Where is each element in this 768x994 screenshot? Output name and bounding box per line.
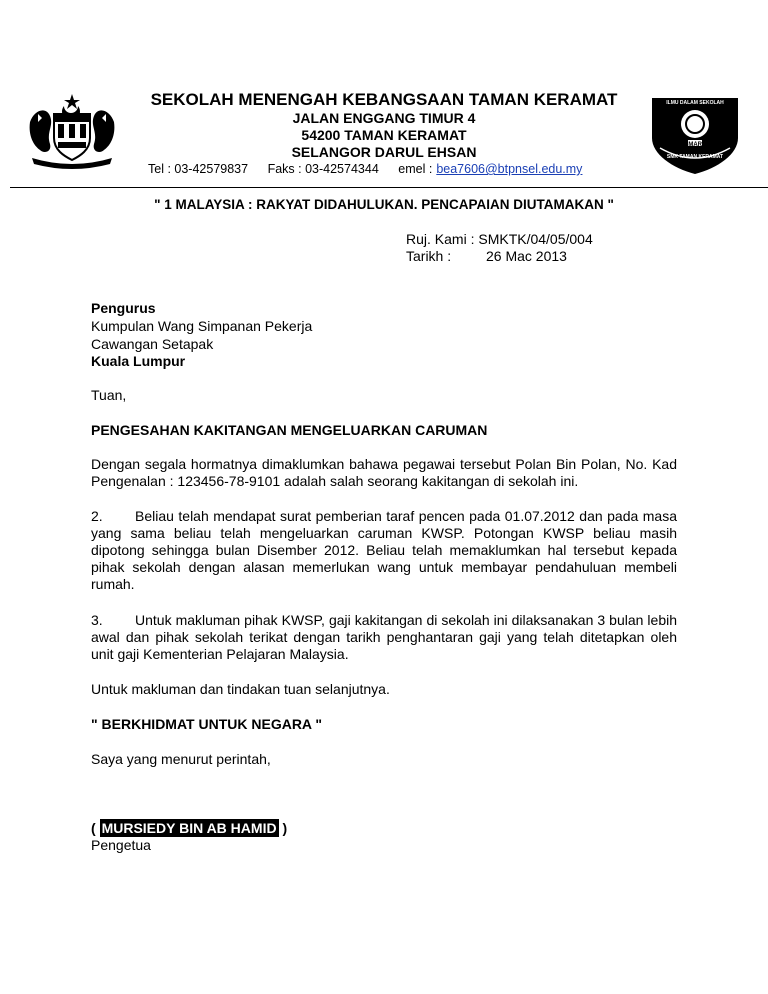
signature-close-paren: ) [278, 820, 288, 836]
telephone: Tel : 03-42579837 [148, 162, 249, 176]
national-motto: " 1 MALAYSIA : RAKYAT DIDAHULUKAN. PENCAPAIAN DIUTAMAKAN " [154, 197, 614, 212]
paragraph-2 [91, 508, 677, 593]
contact-line [148, 162, 598, 176]
paragraph-2-text: Beliau telah mendapat surat pemberian taraf pencen pada 01.07.2012 dan pada masa yang sama beliau telah mengeluarkan caruman KWSP. Potongan KWSP beliau masih dipotong sehingga bulan Disember 2012. Beliau telah memaklumkan hal tersebut kepada pihak sekolah dengan alasan memerlukan wang untuk membayar pendahuluan membeli rumah. [91, 508, 677, 592]
recipient-line-1: Kumpulan Wang Simpanan Pekerja [91, 318, 313, 334]
school-logo-badge: SMART [684, 142, 706, 148]
letter-subject: PENGESAHAN KAKITANGAN MENGELUARKAN CARUMAN [91, 422, 488, 438]
email-link[interactable]: bea7606@btpnsel.edu.my [436, 162, 583, 176]
date-label: Tarikh : [406, 248, 452, 264]
reference-number: Ruj. Kami : SMKTK/04/05/004 [406, 231, 593, 247]
school-logo-text: ILMU DALAM SEKOLAH [666, 100, 724, 106]
school-logo-ribbon: SMK TAMAN KERAMAT [666, 154, 724, 160]
school-name: SEKOLAH MENENGAH KEBANGSAAN TAMAN KERAMAT [150, 90, 618, 109]
paragraph-1: Dengan segala hormatnya dimaklumkan bahawa pegawai tersebut Polan Bin Polan, No. Kad Pengenalan : 123456-78-9101 adalah salah seorang kakitangan di sekolah ini. [91, 456, 677, 489]
recipient-title: Pengurus [91, 300, 156, 316]
signatory-position: Pengetua [91, 837, 151, 853]
paragraph-3 [91, 612, 677, 663]
email-label: emel : [398, 162, 433, 176]
paragraph-3-text: Untuk makluman pihak KWSP, gaji kakitangan di sekolah ini dilaksanakan 3 bulan lebih awal dan pihak sekolah terikat dengan tarikh penghantaran gaji yang telah ditetapkan oleh unit gaji Kementerian Pelajaran Malaysia. [91, 612, 677, 662]
fax: Faks : 03-42574344 [267, 162, 379, 176]
paragraph-2-number: 2. [91, 508, 103, 524]
address-line-2: 54200 TAMAN KERAMAT [301, 127, 467, 143]
closing-phrase: Saya yang menurut perintah, [91, 751, 271, 767]
signatory-name: MURSIEDY BIN AB HAMID [101, 820, 277, 836]
header-divider [10, 187, 768, 188]
paragraph-4: Untuk makluman dan tindakan tuan selanjutnya. [91, 681, 390, 697]
recipient-city: Kuala Lumpur [91, 353, 186, 369]
signature-name-line [91, 820, 287, 836]
closing-motto: " BERKHIDMAT UNTUK NEGARA " [91, 716, 323, 732]
date-value: 26 Mac 2013 [486, 248, 567, 264]
signature-open-paren: ( [91, 820, 100, 836]
recipient-line-2: Cawangan Setapak [91, 336, 214, 352]
address-line-1: JALAN ENGGANG TIMUR 4 [292, 110, 476, 126]
salutation: Tuan, [91, 387, 127, 403]
paragraph-3-number: 3. [91, 612, 103, 628]
address-line-3: SELANGOR DARUL EHSAN [291, 144, 477, 160]
